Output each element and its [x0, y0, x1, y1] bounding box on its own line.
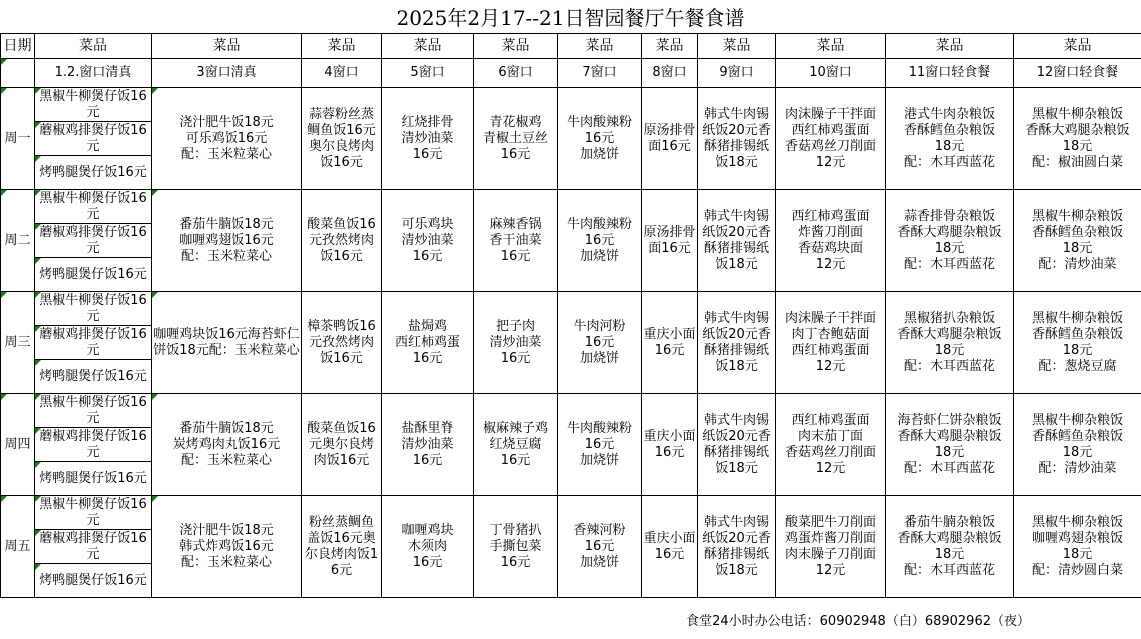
- menu-cell: 黑椒牛柳杂粮饭 香酥鳕鱼杂粮饭 18元 配：清炒油菜: [1014, 190, 1141, 292]
- dish-header: 菜品: [35, 34, 152, 59]
- day-row: [1, 496, 1141, 530]
- menu-cell: 肉沫臊子干拌面 肉丁杏鲍菇面 西红柿鸡蛋面 12元: [776, 292, 886, 394]
- window-header: 6窗口: [474, 59, 558, 88]
- claypot-dish: 烤鸭腿煲仔饭16元: [35, 462, 152, 496]
- menu-cell: 牛肉酸辣粉 16元 加烧饼: [558, 88, 642, 190]
- menu-cell: 韩式牛肉锡纸饭20元香酥猪排锡纸饭18元: [698, 394, 776, 496]
- header-row-dishes: [1, 34, 1141, 59]
- menu-cell: 黑椒牛柳杂粮饭 香酥鳕鱼杂粮饭 18元 配：清炒油菜: [1014, 394, 1141, 496]
- menu-cell: 牛肉酸辣粉 16元 加烧饼: [558, 190, 642, 292]
- menu-cell: 蒜香排骨杂粮饭 香酥大鸡腿杂粮饭 18元 配：木耳西蓝花: [886, 190, 1014, 292]
- menu-cell: 椒麻辣子鸡 红烧豆腐 16元: [474, 394, 558, 496]
- day-label: 周三: [1, 292, 35, 394]
- menu-cell: 牛肉酸辣粉 16元 加烧饼: [558, 394, 642, 496]
- menu-cell: 重庆小面16元: [642, 496, 698, 598]
- dish-header: 菜品: [152, 34, 302, 59]
- dish-header: 菜品: [776, 34, 886, 59]
- window-header: 8窗口: [642, 59, 698, 88]
- claypot-dish: 蘑椒鸡排煲仔饭16元: [35, 326, 152, 360]
- window-header: 11窗口轻食餐: [886, 59, 1014, 88]
- window-header: 5窗口: [382, 59, 474, 88]
- menu-cell: 番茄牛腩饭18元 炭烤鸡肉丸饭16元 配：玉米粒菜心: [152, 394, 302, 496]
- menu-cell: 麻辣香锅 香干油菜 16元: [474, 190, 558, 292]
- window-header: 1.2.窗口清真: [35, 59, 152, 88]
- dish-header: 菜品: [382, 34, 474, 59]
- day-label: 周二: [1, 190, 35, 292]
- menu-cell: 咖喱鸡块饭16元海苔虾仁饼饭18元配：玉米粒菜心: [152, 292, 302, 394]
- menu-cell: 浇汁肥牛饭18元 韩式炸鸡饭16元 配：玉米粒菜心: [152, 496, 302, 598]
- claypot-dish: 黑椒牛柳煲仔饭16元: [35, 88, 152, 122]
- day-row: [1, 292, 1141, 326]
- menu-cell: 可乐鸡块 清炒油菜 16元: [382, 190, 474, 292]
- menu-cell: 樟茶鸭饭16元孜然烤肉饭16元: [302, 292, 382, 394]
- claypot-dish: 黑椒牛柳煲仔饭16元: [35, 496, 152, 530]
- menu-cell: 原汤排骨面16元: [642, 190, 698, 292]
- window-header: 3窗口清真: [152, 59, 302, 88]
- window-header: 7窗口: [558, 59, 642, 88]
- menu-cell: 韩式牛肉锡纸饭20元香酥猪排锡纸饭18元: [698, 88, 776, 190]
- menu-cell: 港式牛肉杂粮饭 香酥鳕鱼杂粮饭 18元 配：木耳西蓝花: [886, 88, 1014, 190]
- menu-cell: 酸菜鱼饭16元孜然烤肉饭16元: [302, 190, 382, 292]
- menu-cell: 粉丝蒸鲷鱼盖饭16元奥尔良烤肉饭16元: [302, 496, 382, 598]
- day-row: [1, 88, 1141, 122]
- window-header: 4窗口: [302, 59, 382, 88]
- menu-cell: 酸菜鱼饭16元奥尔良烤肉饭16元: [302, 394, 382, 496]
- menu-cell: 肉沫臊子干拌面 西红柿鸡蛋面 香菇鸡丝刀削面 12元: [776, 88, 886, 190]
- claypot-dish: 黑椒牛柳煲仔饭16元: [35, 394, 152, 428]
- menu-cell: 蒜蓉粉丝蒸鲷鱼饭16元奥尔良烤肉饭16元: [302, 88, 382, 190]
- day-row: [1, 394, 1141, 428]
- menu-cell: 重庆小面16元: [642, 292, 698, 394]
- menu-cell: 黑椒牛柳杂粮饭 香酥鳕鱼杂粮饭 18元 配：葱烧豆腐: [1014, 292, 1141, 394]
- window-header: 12窗口轻食餐: [1014, 59, 1141, 88]
- date-header-blank: [1, 59, 35, 88]
- dish-header: 菜品: [698, 34, 776, 59]
- dish-header: 菜品: [886, 34, 1014, 59]
- claypot-dish: 烤鸭腿煲仔饭16元: [35, 258, 152, 292]
- claypot-dish: 烤鸭腿煲仔饭16元: [35, 360, 152, 394]
- menu-cell: 番茄牛腩饭18元 咖喱鸡翅饭16元 配：玉米粒菜心: [152, 190, 302, 292]
- dish-header: 菜品: [474, 34, 558, 59]
- menu-cell: 西红柿鸡蛋面 肉末茄丁面 香菇鸡丝刀削面 12元: [776, 394, 886, 496]
- header-row-windows: [1, 59, 1141, 88]
- claypot-dish: 烤鸭腿煲仔饭16元: [35, 564, 152, 598]
- menu-cell: 黑椒牛柳杂粮饭 香酥大鸡腿杂粮饭 18元 配：椒油圆白菜: [1014, 88, 1141, 190]
- menu-cell: 酸菜肥牛刀削面 鸡蛋炸酱刀削面 肉末臊子刀削面 12元: [776, 496, 886, 598]
- dish-header: 菜品: [558, 34, 642, 59]
- window-header: 9窗口: [698, 59, 776, 88]
- menu-cell: 红烧排骨 清炒油菜 16元: [382, 88, 474, 190]
- claypot-dish: 蘑椒鸡排煲仔饭16元: [35, 530, 152, 564]
- date-header: 日期: [1, 34, 35, 59]
- menu-cell: 把子肉 清炒油菜 16元: [474, 292, 558, 394]
- menu-cell: 香辣河粉 16元 加烧饼: [558, 496, 642, 598]
- menu-cell: 韩式牛肉锡纸饭20元香酥猪排锡纸饭18元: [698, 496, 776, 598]
- menu-cell: 原汤排骨面16元: [642, 88, 698, 190]
- claypot-dish: 蘑椒鸡排煲仔饭16元: [35, 224, 152, 258]
- office-phone-footer: 食堂24小时办公电话：60902948（白）68902962（夜）: [686, 614, 1030, 629]
- claypot-dish: 蘑椒鸡排煲仔饭16元: [35, 122, 152, 156]
- menu-cell: 盐酥里脊 清炒油菜 16元: [382, 394, 474, 496]
- menu-cell: 咖喱鸡块 木须肉 16元: [382, 496, 474, 598]
- claypot-dish: 黑椒牛柳煲仔饭16元: [35, 292, 152, 326]
- dish-header: 菜品: [302, 34, 382, 59]
- menu-cell: 韩式牛肉锡纸饭20元香酥猪排锡纸饭18元: [698, 190, 776, 292]
- menu-cell: 黑椒牛柳杂粮饭 咖喱鸡翅杂粮饭 18元 配：清炒圆白菜: [1014, 496, 1141, 598]
- day-label: 周一: [1, 88, 35, 190]
- day-label: 周五: [1, 496, 35, 598]
- menu-cell: 丁骨猪扒 手撕包菜 16元: [474, 496, 558, 598]
- claypot-dish: 黑椒牛柳煲仔饭16元: [35, 190, 152, 224]
- window-header: 10窗口: [776, 59, 886, 88]
- menu-cell: 黑椒猪扒杂粮饭 香酥大鸡腿杂粮饭 18元 配：木耳西蓝花: [886, 292, 1014, 394]
- day-row: [1, 190, 1141, 224]
- claypot-dish: 烤鸭腿煲仔饭16元: [35, 156, 152, 190]
- menu-cell: 海苔虾仁饼杂粮饭 香酥大鸡腿杂粮饭 18元 配：木耳西蓝花: [886, 394, 1014, 496]
- menu-cell: 青花椒鸡 青椒土豆丝 16元: [474, 88, 558, 190]
- menu-cell: 牛肉河粉 16元 加烧饼: [558, 292, 642, 394]
- claypot-dish: 蘑椒鸡排煲仔饭16元: [35, 428, 152, 462]
- dish-header: 菜品: [1014, 34, 1141, 59]
- page-title: 2025年2月17--21日智园餐厅午餐食谱: [396, 6, 745, 30]
- menu-cell: 西红柿鸡蛋面 炸酱刀削面 香菇鸡块面 12元: [776, 190, 886, 292]
- menu-cell: 浇汁肥牛饭18元 可乐鸡饭16元 配：玉米粒菜心: [152, 88, 302, 190]
- day-label: 周四: [1, 394, 35, 496]
- menu-cell: 盐焗鸡 西红柿鸡蛋 16元: [382, 292, 474, 394]
- menu-table: [0, 33, 1141, 598]
- menu-cell: 重庆小面16元: [642, 394, 698, 496]
- menu-cell: 番茄牛腩杂粮饭 香酥大鸡腿杂粮饭 18元 配：木耳西蓝花: [886, 496, 1014, 598]
- menu-cell: 韩式牛肉锡纸饭20元香酥猪排锡纸饭18元: [698, 292, 776, 394]
- dish-header: 菜品: [642, 34, 698, 59]
